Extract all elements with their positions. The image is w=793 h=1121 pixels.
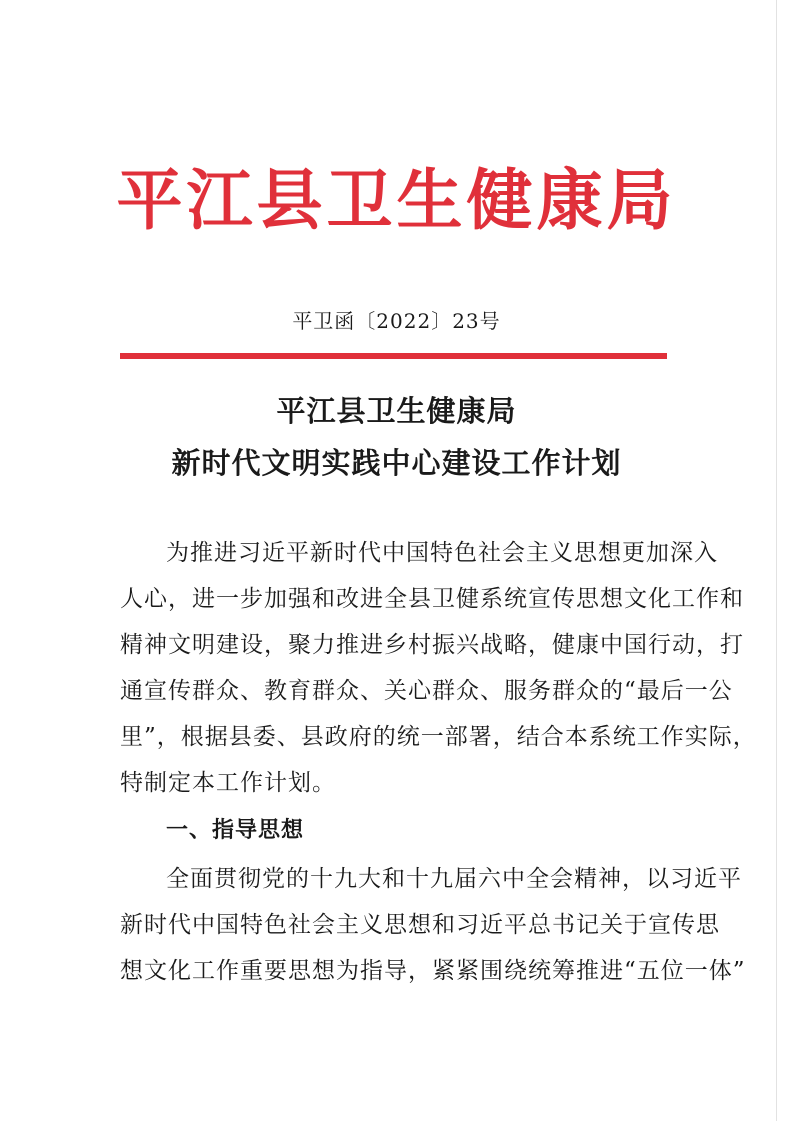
document-number: 平卫函〔2022〕23号 bbox=[292, 309, 501, 333]
intro-line-6: 特制定本工作计划。 bbox=[120, 770, 336, 796]
intro-paragraph bbox=[120, 530, 757, 806]
intro-line-3: 精神文明建设，聚力推进乡村振兴战略，健康中国行动，打 bbox=[120, 632, 744, 658]
intro-line-1: 为推进习近平新时代中国特色社会主义思想更加深入 bbox=[166, 540, 718, 566]
red-header-rule bbox=[120, 353, 667, 359]
section1-paragraph bbox=[120, 856, 746, 994]
section1-line-1: 全面贯彻党的十九大和十九届六中全会精神，以习近平 bbox=[166, 866, 742, 892]
intro-line-2: 人心，进一步加强和改进全县卫健系统宣传思想文化工作和 bbox=[120, 586, 744, 612]
section1-line-2: 新时代中国特色社会主义思想和习近平总书记关于宣传思 bbox=[120, 912, 720, 938]
intro-line-4: 通宣传群众、教育群众、关心群众、服务群众的“最后一公 bbox=[120, 678, 733, 704]
document-title-line-1: 平江县卫生健康局 bbox=[276, 394, 517, 428]
issuer-masthead: 平江县卫生健康局 bbox=[116, 161, 677, 239]
intro-line-5: 里”，根据县委、县政府的统一部署，结合本系统工作实际， bbox=[120, 724, 757, 750]
section-heading-guiding-ideology: 一、指导思想 bbox=[166, 818, 305, 843]
document-title-line-2: 新时代文明实践中心建设工作计划 bbox=[171, 446, 622, 480]
section1-line-3: 想文化工作重要思想为指导，紧紧围绕统筹推进“五位一体” bbox=[120, 958, 746, 984]
